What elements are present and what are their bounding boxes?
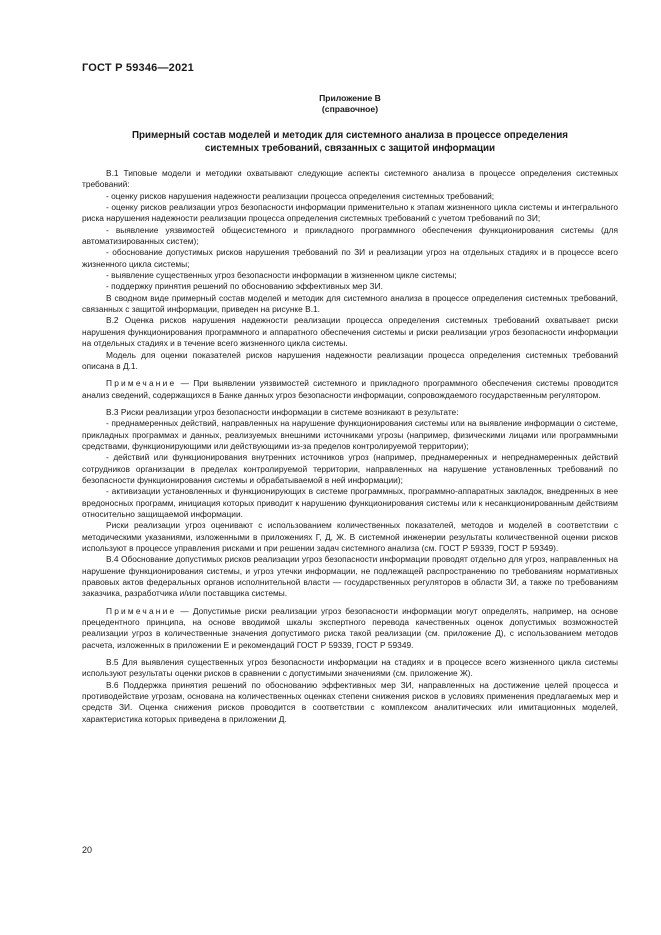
note-label: Примечание: [106, 378, 177, 389]
page-number: 20: [82, 845, 93, 855]
list-item: - оценку рисков реализации угроз безопасности информации применительно к этапам жизненного цикла системы и интегрального риска нарушения надежности реализации процесса определения системных требований с учетом требований по ЗИ;: [82, 202, 618, 224]
paragraph-summary: В сводном виде примерный состав моделей и методик для системного анализа в процессе определения системных требований, связанных с защитой информации, приведен на рисунке В.1.: [82, 292, 618, 315]
paragraph-risk-assessment: Риски реализации угроз оценивают с использованием количественных показателей, методов и моделей в соответствии с методическими указаниями, изложенными в приложениях Г, Д, Ж. В системной инженерии результаты количественной оценки рисков используют в процессе управления рисками и при решении задач системного анализа (см. ГОСТ Р 59339, ГОСТ Р 59349).: [82, 520, 618, 553]
list-item: - оценку рисков нарушения надежности реализации процесса определения системных требований;: [106, 190, 495, 201]
list-item: - преднамеренных действий, направленных на нарушение функционирования системы или на выявление информации о системе, прикладных программах и данных, реализуемых внешними источниками угрозы (например, физическими лицами или программными средствами, функционирующими или действующими из-за пределов контролируемой территории);: [82, 418, 618, 451]
paragraph-b5: В.5 Для выявления существенных угроз безопасности информации на стадиях и в процессе всего жизненного цикла системы используют результаты оценки рисков в сравнении с допустимыми значениями (см. приложение Ж).: [82, 657, 618, 679]
appendix-title-line-1: Примерный состав моделей и методик для системного анализа в процессе определения: [131, 130, 569, 141]
list-item: - обоснование допустимых рисков нарушения требований по ЗИ и реализации угроз на отдельных стадиях и в процессе всего жизненного цикла системы;: [82, 247, 618, 269]
standard-number: ГОСТ Р 59346—2021: [82, 62, 194, 74]
list-item: - активизации установленных и функционирующих в системе программных, программно-аппаратных закладок, внедренных в нее вредоносных программ, инициация которых приводит к нарушению функционирования системы или к несанкционированным действиям относительно защищаемой информации.: [82, 486, 618, 519]
paragraph-model: Модель для оценки показателей рисков нарушения надежности реализации процесса определения системных требований описана в Д.1.: [82, 349, 618, 371]
note-text: — Допустимые риски реализации угроз безопасности информации могут определять, например, на основе прецедентного принципа, на основе вводимой шкалы экспертного перевода качественных оценок допустимых возможностей реализации угроз в количественные значения допустимого риска такой реализации (см. приложение Д), с использованием методов расчета, изложенных в приложении Е и рекомендаций ГОСТ Р 59339, ГОСТ Р 59349.: [82, 605, 618, 650]
note-2: [82, 606, 618, 651]
list-item: - выявление существенных угроз безопасности информации в жизненном цикле системы;: [106, 270, 457, 281]
paragraph-b1: В.1 Типовые модели и методики охватывают следующие аспекты системного анализа в процессе определения системных требований:: [82, 168, 618, 190]
appendix-label: Приложение В: [319, 93, 381, 103]
paragraph-b4: В.4 Обоснование допустимых рисков реализации угроз безопасности информации проводят отдельно для угроз, направленных на нарушение функционирования системы, и угроз утечки информации, не подлежащей распространению по требованиям нормативных правовых актов федеральных органов исполнительной власти — государственных регуляторов в области ЗИ, а также по требованиям заказчика, разработчика и/или поставщика системы.: [82, 554, 618, 599]
paragraph-b6: В.6 Поддержка принятия решений по обоснованию эффективных мер ЗИ, направленных на достижение целей процесса и противодействие угрозам, основана на количественных оценках степени снижения рисков в условиях применения предлагаемых мер и средств ЗИ. Оценка снижения рисков проводится в соответствии с комплексом аналитических или имитационных моделей, характеристика которых приведена в приложении Д.: [82, 679, 618, 724]
list-item: - поддержку принятия решений по обоснованию эффективных мер ЗИ.: [106, 281, 383, 292]
paragraph-b2: В.2 Оценка рисков нарушения надежности реализации процесса определения системных требований охватывает риски нарушения функционирования программного и аппаратного обеспечения системы и риски реализации угроз безопасности информации на отдельных стадиях и в течение всего жизненного цикла системы.: [82, 315, 618, 349]
note-label: Примечание: [106, 605, 177, 616]
list-item: - действий или функционирования внутренних источников угроз (например, преднамеренных и непреднамеренных действий сотрудников организации в пределах контролируемой территории, направленных на нарушение установленных требований по безопасности функционирования системы и обрабатываемой в ней информации);: [82, 452, 618, 485]
body-text: [82, 168, 618, 725]
note-text: — При выявлении уязвимостей системного и прикладного программного обеспечения системы проводится анализ сведений, содержащихся в Банке данных угроз безопасности информации, сопровождаемого государственным регулятором.: [82, 378, 618, 400]
paragraph-b3: В.3 Риски реализации угроз безопасности информации в системе возникают в результате:: [106, 406, 459, 417]
appendix-title-line-2: системных требований, связанных с защитой информации: [204, 143, 496, 154]
note-1: [82, 378, 618, 401]
appendix-status: (справочное): [321, 104, 379, 114]
list-item: - выявление уязвимостей общесистемного и прикладного программного обеспечения функционирования системы (для автоматизированных систем);: [82, 224, 618, 247]
